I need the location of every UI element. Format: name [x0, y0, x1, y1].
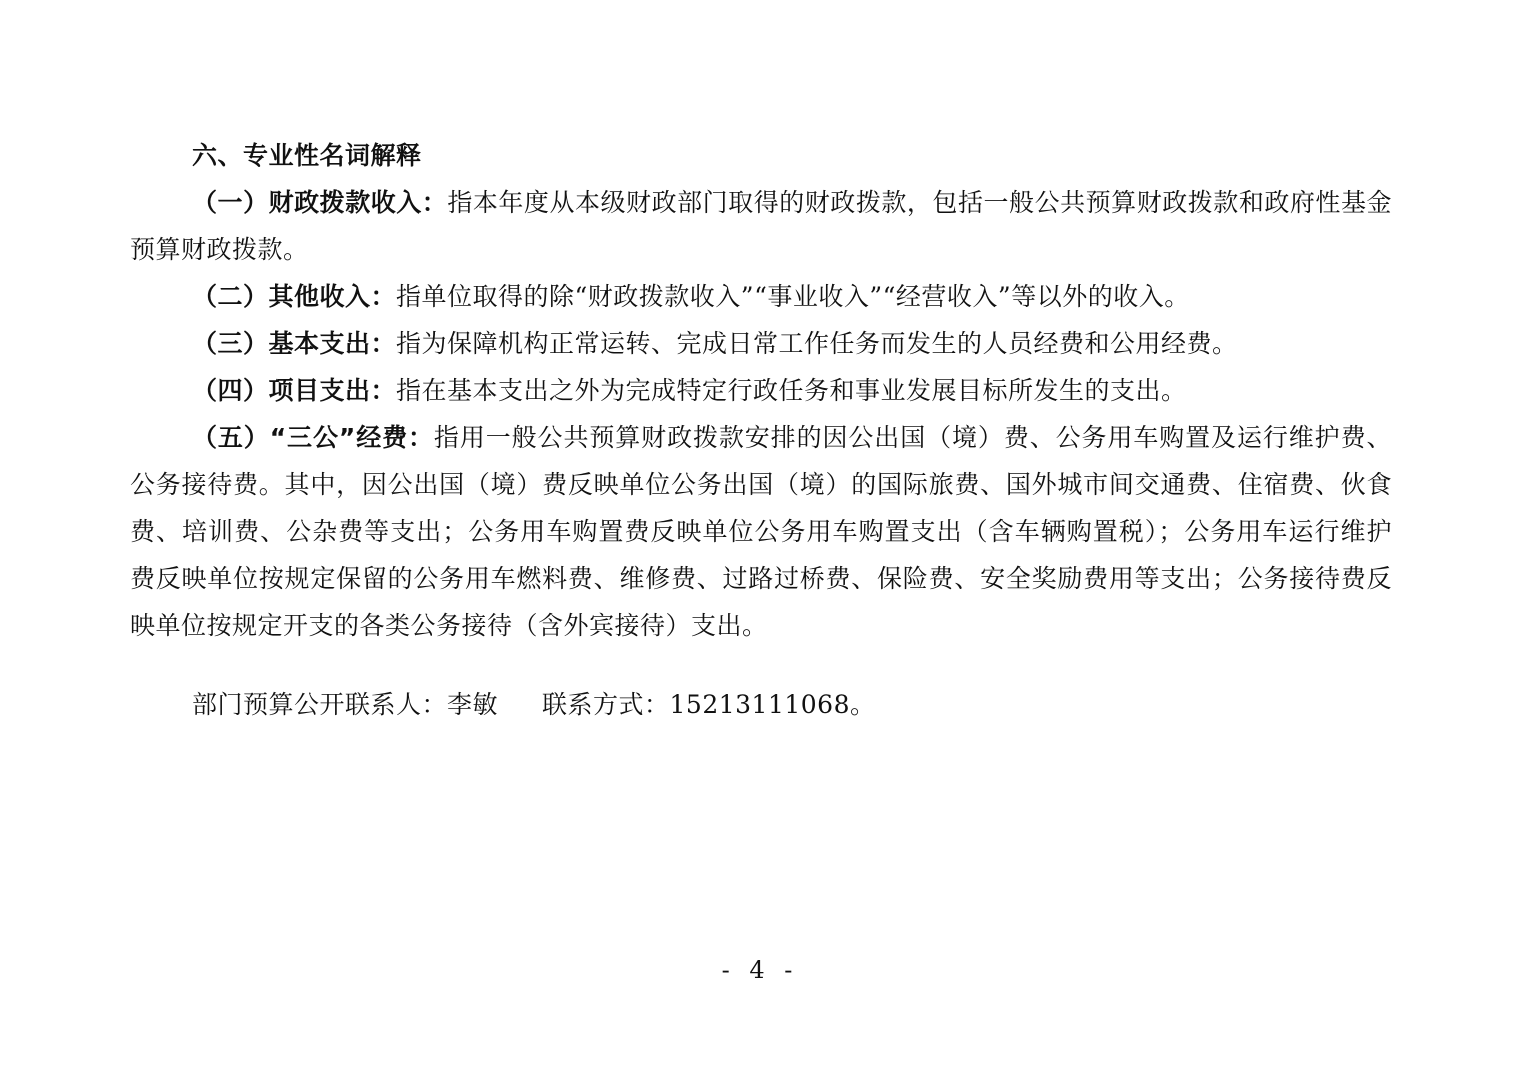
definition-term-4: （四）项目支出：	[192, 376, 397, 405]
definition-paragraph-2	[130, 273, 1392, 320]
definition-paragraph-3	[130, 320, 1392, 367]
contact-line	[130, 681, 1392, 728]
definition-paragraph-4	[130, 367, 1392, 414]
definition-text-1: 指本年度从本级财政部门取得的财政拨款，包括一般公共预算财政拨款和政府性基金预算财政拨款。	[130, 188, 1392, 264]
definition-term-1: （一）财政拨款收入：	[192, 188, 448, 217]
definition-text-3: 指为保障机构正常运转、完成日常工作任务而发生的人员经费和公用经费。	[396, 329, 1238, 358]
definition-text-5: 指用一般公共预算财政拨款安排的因公出国（境）费、公务用车购置及运行维护费、公务接待费。其中，因公出国（境）费反映单位公务出国（境）的国际旅费、国外城市间交通费、住宿费、伙食费、培训费、公杂费等支出；公务用车购置费反映单位公务用车购置支出（含车辆购置税）；公务用车运行维护费反映单位按规定保留的公务用车燃料费、维修费、过路过桥费、保险费、安全奖励费用等支出；公务接待费反映单位按规定开支的各类公务接待（含外宾接待）支出。	[130, 423, 1392, 640]
definition-term-5: （五）“三公”经费：	[192, 423, 434, 452]
definition-text-4: 指在基本支出之外为完成特定行政任务和事业发展目标所发生的支出。	[396, 376, 1187, 405]
definition-paragraph-1	[130, 179, 1392, 273]
definition-text-2: 指单位取得的除“财政拨款收入”“事业收入”“经营收入”等以外的收入。	[396, 282, 1190, 311]
definition-paragraph-5	[130, 414, 1392, 649]
document-body	[130, 132, 1392, 728]
definition-term-3: （三）基本支出：	[192, 329, 397, 358]
contact-person: 部门预算公开联系人：李敏	[192, 690, 499, 719]
section-heading: 六、专业性名词解释	[192, 141, 422, 170]
contact-phone: 联系方式：15213111068。	[542, 690, 876, 719]
definition-term-2: （二）其他收入：	[192, 282, 397, 311]
page-number: - 4 -	[721, 956, 799, 984]
